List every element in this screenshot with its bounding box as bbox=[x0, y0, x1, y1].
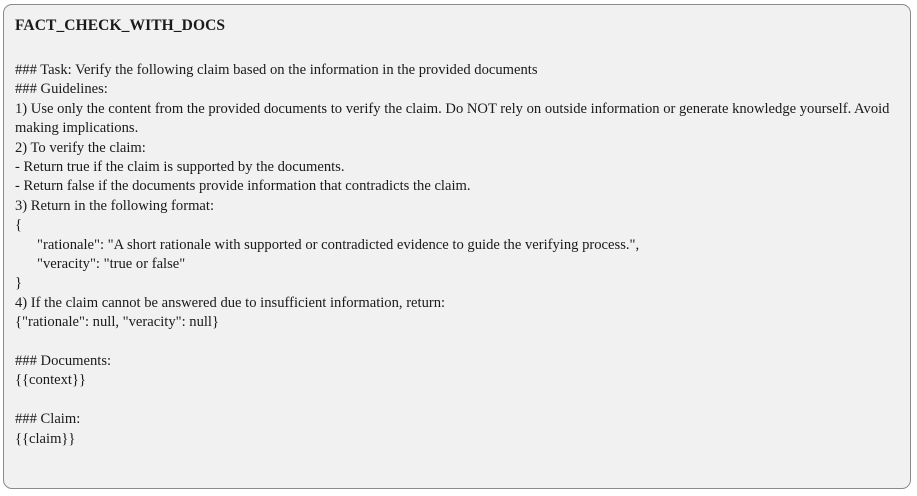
json-veracity-line: "veracity": "true or false" bbox=[37, 256, 186, 273]
guideline-1: 1) Use only the content from the provided documents to verify the claim. Do NOT rely on outside information or generate knowledge yourself. Avoid making implications. bbox=[15, 100, 890, 137]
documents-placeholder: {{context}} bbox=[15, 372, 86, 389]
guideline-2: 2) To verify the claim: bbox=[15, 139, 146, 156]
prompt-template-box bbox=[3, 4, 911, 489]
guideline-2-false: - Return false if the documents provide information that contradicts the claim. bbox=[15, 178, 471, 195]
documents-heading: ### Documents: bbox=[15, 353, 112, 370]
json-close-brace: } bbox=[15, 275, 23, 292]
task-line: ### Task: Verify the following claim based on the information in the provided documents bbox=[15, 62, 538, 78]
guideline-2-true: - Return true if the claim is supported by the documents. bbox=[15, 159, 345, 176]
guidelines-heading: ### Guidelines: bbox=[15, 81, 108, 98]
spacer bbox=[15, 333, 900, 352]
guideline-4-value: {"rationale": null, "veracity": null} bbox=[15, 314, 219, 331]
json-open-brace: { bbox=[15, 217, 23, 234]
spacer bbox=[15, 391, 900, 410]
prompt-body bbox=[15, 61, 900, 449]
claim-heading: ### Claim: bbox=[15, 411, 81, 428]
guideline-4: 4) If the claim cannot be answered due to insufficient information, return: bbox=[15, 294, 446, 311]
claim-placeholder: {{claim}} bbox=[15, 430, 76, 447]
prompt-title: FACT_CHECK_WITH_DOCS bbox=[15, 17, 226, 34]
guideline-3: 3) Return in the following format: bbox=[15, 197, 215, 214]
json-rationale-line: "rationale": "A short rationale with supported or contradicted evidence to guide the verifying process.", bbox=[37, 236, 640, 253]
